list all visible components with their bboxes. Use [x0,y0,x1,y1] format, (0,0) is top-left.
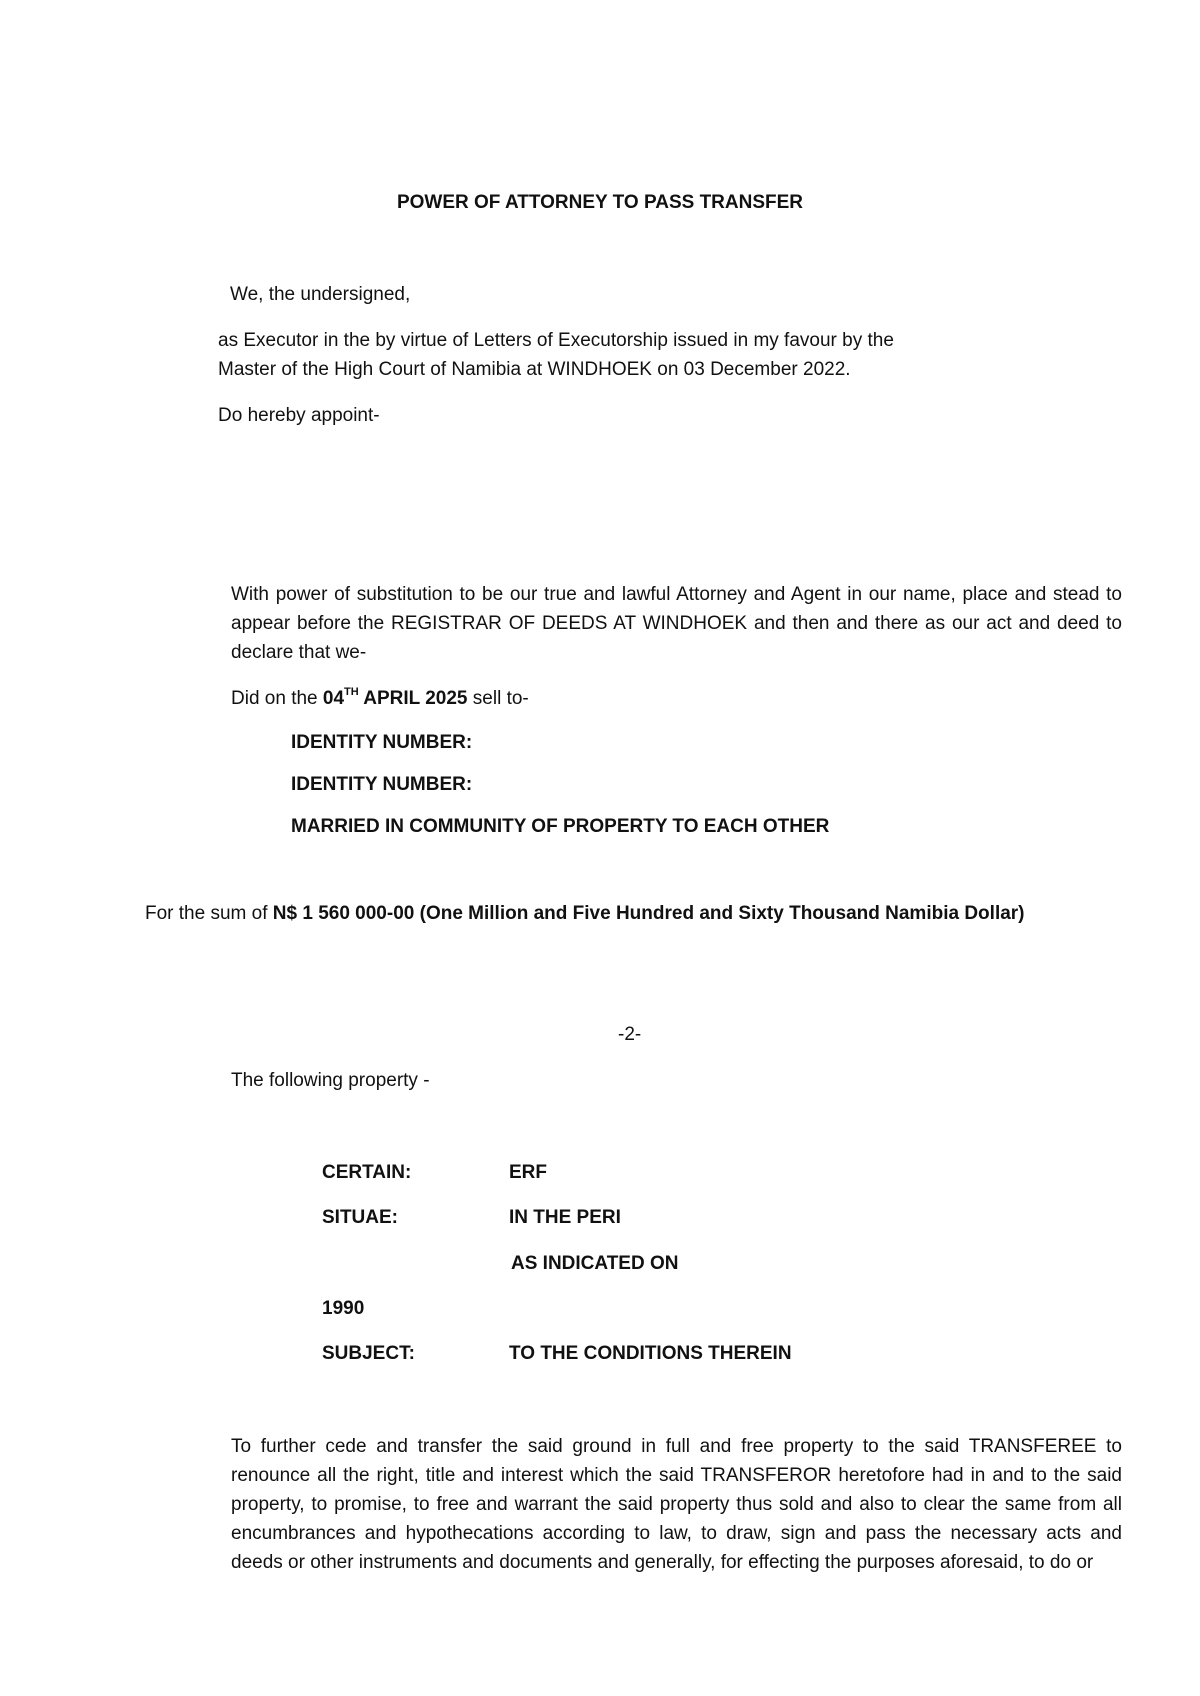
substitution-paragraph: With power of substitution to be our true and lawful Attorney and Agent in our name, place and stead to appear before the REGISTRAR OF DEEDS AT WINDHOEK and then and there as our act and deed to declare that we- [231,584,1122,663]
identity-number-2: IDENTITY NUMBER: [291,774,473,795]
certain-label: CERTAIN: [322,1162,412,1183]
situae-value: IN THE PERI [509,1207,621,1228]
sum-amount: N$ 1 560 000-00 (One Million and Five Hundred and Sixty Thousand Namibia Dollar) [272,903,1025,924]
sale-prefix: Did on the [231,688,323,709]
executor-line-2: Master of the High Court of Namibia at WINDHOEK on 03 December 2022. [218,359,851,380]
sale-day: 04 [322,688,345,709]
closing-paragraph: To further cede and transfer the said ground in full and free property to the said TRANSFEREE to renounce all the right, title and interest which the said TRANSFEROR heretofore had in and to the said property, to promise, to free and warrant the said property thus sold and also to clear the same from all encumbrances and hypothecations according to law, to draw, sign and pass the necessary acts and deeds or other instruments and documents and generally, for effecting the purposes aforesaid, to do or [231,1436,1122,1573]
certain-value: ERF [509,1162,547,1183]
subject-label: SUBJECT: [322,1343,415,1364]
indicated-text: AS INDICATED ON [511,1253,679,1274]
sale-line [231,688,529,710]
page-number: -2- [618,1024,642,1045]
sum-prefix: For the sum of [145,903,273,924]
appoint-text: Do hereby appoint- [218,405,380,426]
sale-month-year: APRIL 2025 [358,688,468,709]
year-text: 1990 [322,1298,365,1319]
property-intro: The following property - [231,1070,430,1091]
subject-value: TO THE CONDITIONS THEREIN [509,1343,792,1364]
identity-number-1: IDENTITY NUMBER: [291,732,473,753]
situae-label: SITUAE: [322,1207,398,1228]
sale-suffix: sell to- [467,688,529,709]
document-title: POWER OF ATTORNEY TO PASS TRANSFER [396,192,804,213]
sum-paragraph [145,899,1122,928]
sale-day-suffix: TH [344,686,359,698]
executor-line-1: as Executor in the by virtue of Letters of Executorship issued in my favour by the [218,330,894,351]
marital-status: MARRIED IN COMMUNITY OF PROPERTY TO EACH OTHER [291,816,830,837]
intro-text: We, the undersigned, [230,284,411,305]
